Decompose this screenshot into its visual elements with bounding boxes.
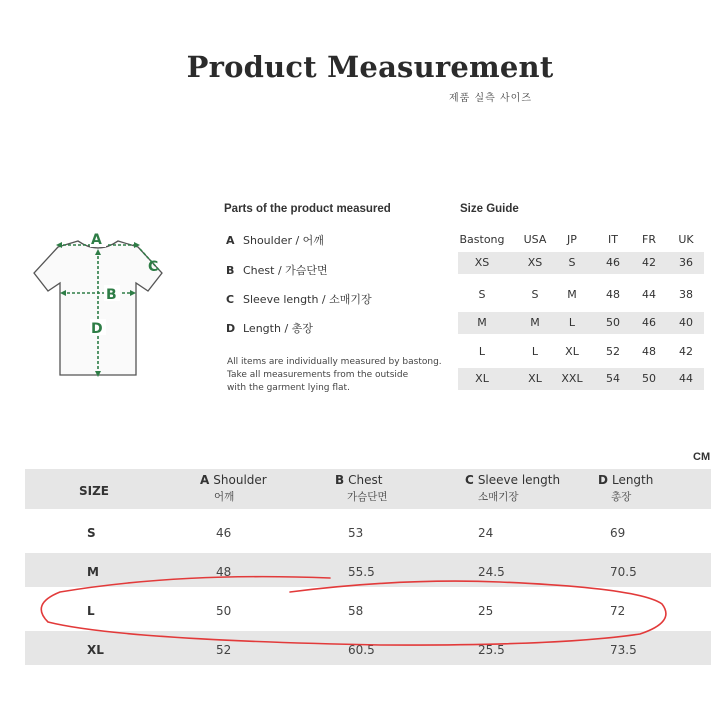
measure-cell: 50 [216, 604, 232, 618]
size-guide-cell: 50 [642, 372, 656, 385]
note-line: All items are individually measured by bastong. [227, 357, 442, 367]
measure-cell: 52 [216, 643, 232, 657]
size-guide-cell: 50 [606, 316, 620, 329]
column-en: Chest [348, 473, 383, 487]
page-subtitle: 제품 실측 사이즈 [449, 93, 532, 104]
measure-row-m [25, 553, 711, 587]
size-guide-row [458, 312, 704, 334]
size-guide-cell: XXL [561, 372, 583, 385]
measure-cell: 58 [348, 604, 364, 618]
measure-cell: 25.5 [478, 643, 505, 657]
size-guide-heading: Size Guide [460, 203, 519, 215]
size-guide-header-row [458, 229, 704, 251]
size-guide-cell: S [568, 256, 576, 269]
column-en: Shoulder [213, 473, 267, 487]
size-guide-column-header: FR [642, 233, 656, 246]
measure-cell: 70.5 [610, 565, 637, 579]
size-cell: XL [87, 643, 104, 657]
column-header-shoulder [200, 473, 267, 504]
size-guide-row [458, 252, 704, 274]
measure-cell: 48 [216, 565, 232, 579]
page-title: Product Measurement [186, 50, 554, 84]
size-guide-column-header: USA [523, 233, 547, 246]
measure-row-s [25, 514, 711, 548]
measure-cell: 24 [478, 526, 494, 540]
size-guide-cell: 38 [679, 288, 693, 301]
tshirt-diagram [20, 225, 175, 385]
size-guide-cell: M [477, 316, 487, 329]
measure-cell: 72 [610, 604, 626, 618]
size-guide-cell: M [530, 316, 540, 329]
diagram-label-a: A [91, 232, 102, 248]
column-ko: 어깨 [214, 491, 235, 503]
measure-cell: 69 [610, 526, 626, 540]
size-guide-cell: 40 [679, 316, 693, 329]
size-guide-cell: 36 [679, 256, 693, 269]
size-guide-column-header: IT [608, 233, 618, 246]
measure-row-xl [25, 631, 711, 665]
part-label: Sleeve length / 소매기장 [243, 293, 372, 306]
size-guide-cell: 42 [642, 256, 656, 269]
size-guide-cell: 46 [642, 316, 656, 329]
column-letter: C [465, 473, 474, 487]
column-en: Length [611, 473, 654, 487]
size-guide-cell: 52 [606, 345, 620, 358]
size-guide-cell: S [478, 288, 486, 301]
measure-row-l [25, 592, 711, 626]
column-ko: 가슴단면 [347, 491, 388, 503]
size-guide-cell: S [531, 288, 539, 301]
column-letter: B [335, 473, 345, 487]
size-column-header: SIZE [79, 484, 110, 498]
size-guide-cell: XL [565, 345, 579, 358]
part-letter: C [226, 293, 235, 306]
size-guide-row [458, 341, 704, 363]
part-label: Chest / 가슴단면 [243, 264, 328, 277]
size-guide-row [458, 368, 704, 390]
size-guide-cell: XS [527, 256, 543, 269]
size-guide-cell: XS [474, 256, 490, 269]
diagram-label-c: C [148, 259, 159, 275]
size-guide-cell: 48 [606, 288, 620, 301]
part-letter: A [226, 234, 235, 247]
size-guide-cell: XL [475, 372, 489, 385]
size-guide-column-header: UK [678, 233, 694, 246]
part-letter: B [226, 264, 235, 277]
size-guide-column-header: Bastong [459, 233, 505, 246]
parts-heading: Parts of the product measured [224, 203, 391, 215]
size-guide-cell: M [567, 288, 577, 301]
size-guide-cell: 48 [642, 345, 656, 358]
size-guide-cell: L [568, 316, 576, 329]
measure-cell: 55.5 [348, 565, 375, 579]
size-guide-cell: 44 [679, 372, 693, 385]
size-guide-row [458, 284, 704, 306]
size-cell: S [87, 526, 96, 540]
column-en: Sleeve length [477, 473, 561, 487]
size-guide-cell: 54 [606, 372, 620, 385]
part-row-chest [226, 262, 328, 278]
size-cell: L [87, 604, 95, 618]
column-header-sleeve [465, 473, 560, 504]
diagram-label-b: B [106, 287, 117, 303]
size-cell: M [87, 565, 99, 579]
column-header-chest [335, 473, 388, 504]
note-line: Take all measurements from the outside [227, 370, 409, 380]
measure-cell: 73.5 [610, 643, 637, 657]
size-guide-cell: L [478, 345, 486, 358]
size-guide-cell: XL [528, 372, 542, 385]
part-letter: D [226, 322, 236, 335]
measure-cell: 53 [348, 526, 364, 540]
part-row-sleeve [226, 291, 372, 307]
note-line: with the garment lying flat. [227, 383, 350, 393]
part-row-length [226, 320, 313, 336]
size-guide-cell: 44 [642, 288, 656, 301]
size-guide-column-header: JP [567, 233, 577, 246]
column-ko: 소매기장 [478, 491, 519, 503]
column-ko: 총장 [611, 491, 632, 503]
part-label: Length / 총장 [243, 322, 313, 335]
diagram-label-d: D [91, 321, 103, 337]
part-row-shoulder [226, 232, 324, 248]
part-label: Shoulder / 어깨 [243, 234, 324, 247]
unit-label: CM [693, 451, 711, 463]
measure-cell: 46 [216, 526, 232, 540]
size-guide-cell: L [531, 345, 539, 358]
measurement-note [227, 356, 442, 395]
measure-table-header [25, 469, 711, 509]
size-guide-cell: 46 [606, 256, 620, 269]
column-letter: D [598, 473, 608, 487]
column-header-length [598, 473, 653, 504]
size-guide-cell: 42 [679, 345, 693, 358]
measure-cell: 60.5 [348, 643, 375, 657]
column-letter: A [200, 473, 210, 487]
measure-cell: 24.5 [478, 565, 505, 579]
measure-cell: 25 [478, 604, 494, 618]
